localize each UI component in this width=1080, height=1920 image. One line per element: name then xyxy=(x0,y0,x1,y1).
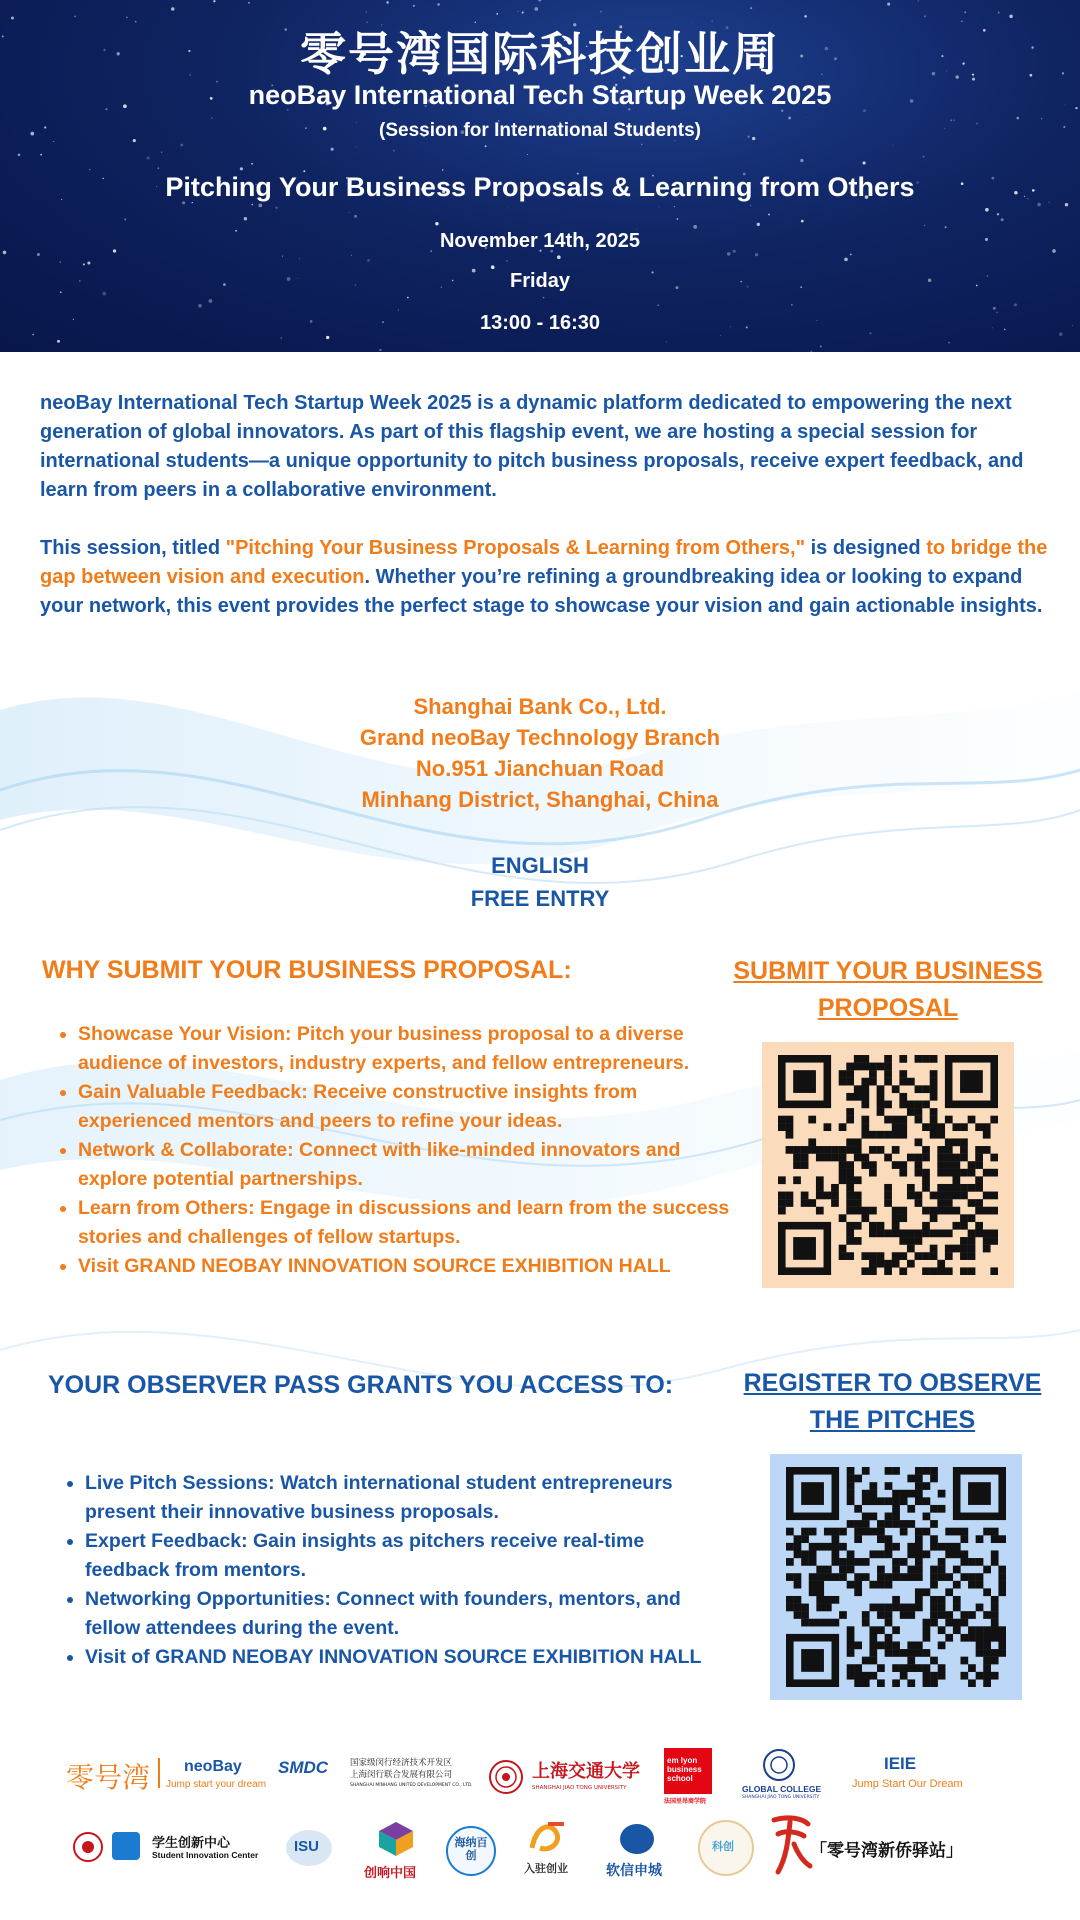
intro-highlight: to bridge the gap between vision and execution xyxy=(40,537,1048,588)
intro-p2-part-a: This session, titled xyxy=(40,537,226,559)
sjtu-small-seal-logo xyxy=(72,1831,104,1863)
register-qr-code[interactable] xyxy=(770,1454,1022,1700)
list-item: • Networking Opportunities: Connect with founders, mentors, and fellow attendees during the event. xyxy=(85,1585,725,1643)
venue-line-3: No.951 Jianchuan Road xyxy=(415,756,665,781)
list-item: • Live Pitch Sessions: Watch international student entrepreneurs present their innovative business proposals. xyxy=(85,1469,725,1527)
calligraphy-mark-icon xyxy=(768,1814,814,1876)
global-college-logo: GLOBAL COLLEGE SHANGHAI JIAO TONG UNIVERSITY xyxy=(738,1748,822,1804)
neobay-logo: 零号湾 neoBay Jump start your dream xyxy=(66,1758,267,1794)
smdc-logo: SMDC 国家级闵行经济技术开发区 上海闵行联合发展有限公司 SHANGHAI MINHANG UNITED DEVELOPMENT CO., LTD. xyxy=(278,1758,473,1788)
header-banner xyxy=(0,0,1080,352)
cube-icon xyxy=(376,1820,416,1858)
list-item: • Gain Valuable Feedback: Receive constructive insights from experienced mentors and peers to refine your ideas. xyxy=(78,1078,738,1136)
global-college-seal-icon xyxy=(762,1748,796,1782)
kechuang-logo: 科创 xyxy=(698,1820,754,1876)
emlyon-logo: em lyon business school 法国里昂商学院 xyxy=(664,1748,712,1808)
list-item: • Expert Feedback: Gain insights as pitchers receive real-time feedback from mentors. xyxy=(85,1527,725,1585)
language-label: ENGLISH xyxy=(491,853,589,878)
title-chinese: 零号湾国际科技创业周 xyxy=(300,27,780,81)
title-english: neoBay International Tech Startup Week 2025 xyxy=(248,80,832,110)
sjtu-logo: 上海交通大学 SHANGHAI JIAO TONG UNIVERSITY xyxy=(488,1755,638,1799)
intro-paragraph-1: neoBay International Tech Startup Week 2025 is a dynamic platform dedicated to empowering the next generation of global innovators. As part of this flagship event, we are hosting a special session for international students—a unique opportunity to pitch business proposals, receive expert feedback, and learn from peers in a collaborative environment. xyxy=(40,392,1024,501)
intro-p2-part-c: is designed xyxy=(805,537,927,559)
haina-baichuang-logo: 海纳百创 xyxy=(446,1826,496,1876)
qr-code-icon xyxy=(778,1055,998,1275)
venue-address xyxy=(0,691,1080,815)
event-date: November 14th, 2025 xyxy=(439,230,641,252)
subtitle: (Session for International Students) xyxy=(379,120,701,141)
sjtu-seal-icon xyxy=(72,1831,104,1863)
intro-paragraph-2 xyxy=(40,534,1060,621)
isu-logo: ISU xyxy=(284,1824,336,1872)
ruzhu-mark-icon xyxy=(526,1818,570,1858)
list-item: • Showcase Your Vision: Pitch your business proposal to a diverse audience of investors, industry experts, and fellow entrepreneurs. xyxy=(78,1020,738,1078)
intro-text xyxy=(40,389,1060,650)
chuangxiang-china-logo: 创响中国 xyxy=(362,1820,434,1880)
qr-code-icon xyxy=(786,1467,1006,1687)
event-time: 13:00 - 16:30 xyxy=(479,312,601,334)
sjtu-seal-icon xyxy=(488,1759,524,1795)
student-innovation-center-logo: 学生创新中心 Student Innovation Center xyxy=(112,1830,282,1864)
ruzhu-chuangye-logo: 入驻创业 xyxy=(520,1818,580,1878)
why-submit-title: WHY SUBMIT YOUR BUSINESS PROPOSAL: xyxy=(42,956,572,984)
submit-proposal-link[interactable]: SUBMIT YOUR BUSINESS PROPOSAL xyxy=(733,957,1043,1022)
submit-qr-code[interactable] xyxy=(762,1042,1014,1288)
list-item: • Visit GRAND NEOBAY INNOVATION SOURCE EXHIBITION HALL xyxy=(78,1252,738,1281)
language-entry xyxy=(0,849,1080,915)
list-item: • Network & Collaborate: Connect with like-minded innovators and explore potential partnerships. xyxy=(78,1136,738,1194)
intro-p2-part-e: . Whether you’re refining a groundbreaking idea or looking to expand your network, this event provides the perfect stage to showcase your vision and gain actionable insights. xyxy=(40,566,1043,617)
venue-line-1: Shanghai Bank Co., Ltd. xyxy=(413,694,667,719)
observer-pass-title: YOUR OBSERVER PASS GRANTS YOU ACCESS TO: xyxy=(48,1371,674,1399)
observer-pass-list xyxy=(52,1469,725,1672)
venue-line-2: Grand neoBay Technology Branch xyxy=(359,725,721,750)
list-item: • Visit of GRAND NEOBAY INNOVATION SOURCE EXHIBITION HALL xyxy=(85,1643,725,1672)
list-item: • Learn from Others: Engage in discussions and learn from the success stories and challenges of fellow startups. xyxy=(78,1194,738,1252)
event-weekday: Friday xyxy=(509,270,571,292)
session-title: Pitching Your Business Proposals & Learning from Others xyxy=(165,172,915,202)
ruanxin-shencheng-logo: 软信申城 xyxy=(604,1824,674,1880)
intro-session-name: "Pitching Your Business Proposals & Learning from Others," xyxy=(225,537,806,559)
why-submit-list xyxy=(46,1020,738,1281)
ieie-logo: IEIE Jump Start Our Dream xyxy=(852,1754,963,1790)
neobay-station-logo: 「零号湾新侨驿站」 xyxy=(768,1814,978,1878)
register-observe-link[interactable]: REGISTER TO OBSERVE THE PITCHES xyxy=(743,1369,1042,1434)
entry-label: FREE ENTRY xyxy=(470,886,610,911)
venue-line-4: Minhang District, Shanghai, China xyxy=(361,787,719,812)
